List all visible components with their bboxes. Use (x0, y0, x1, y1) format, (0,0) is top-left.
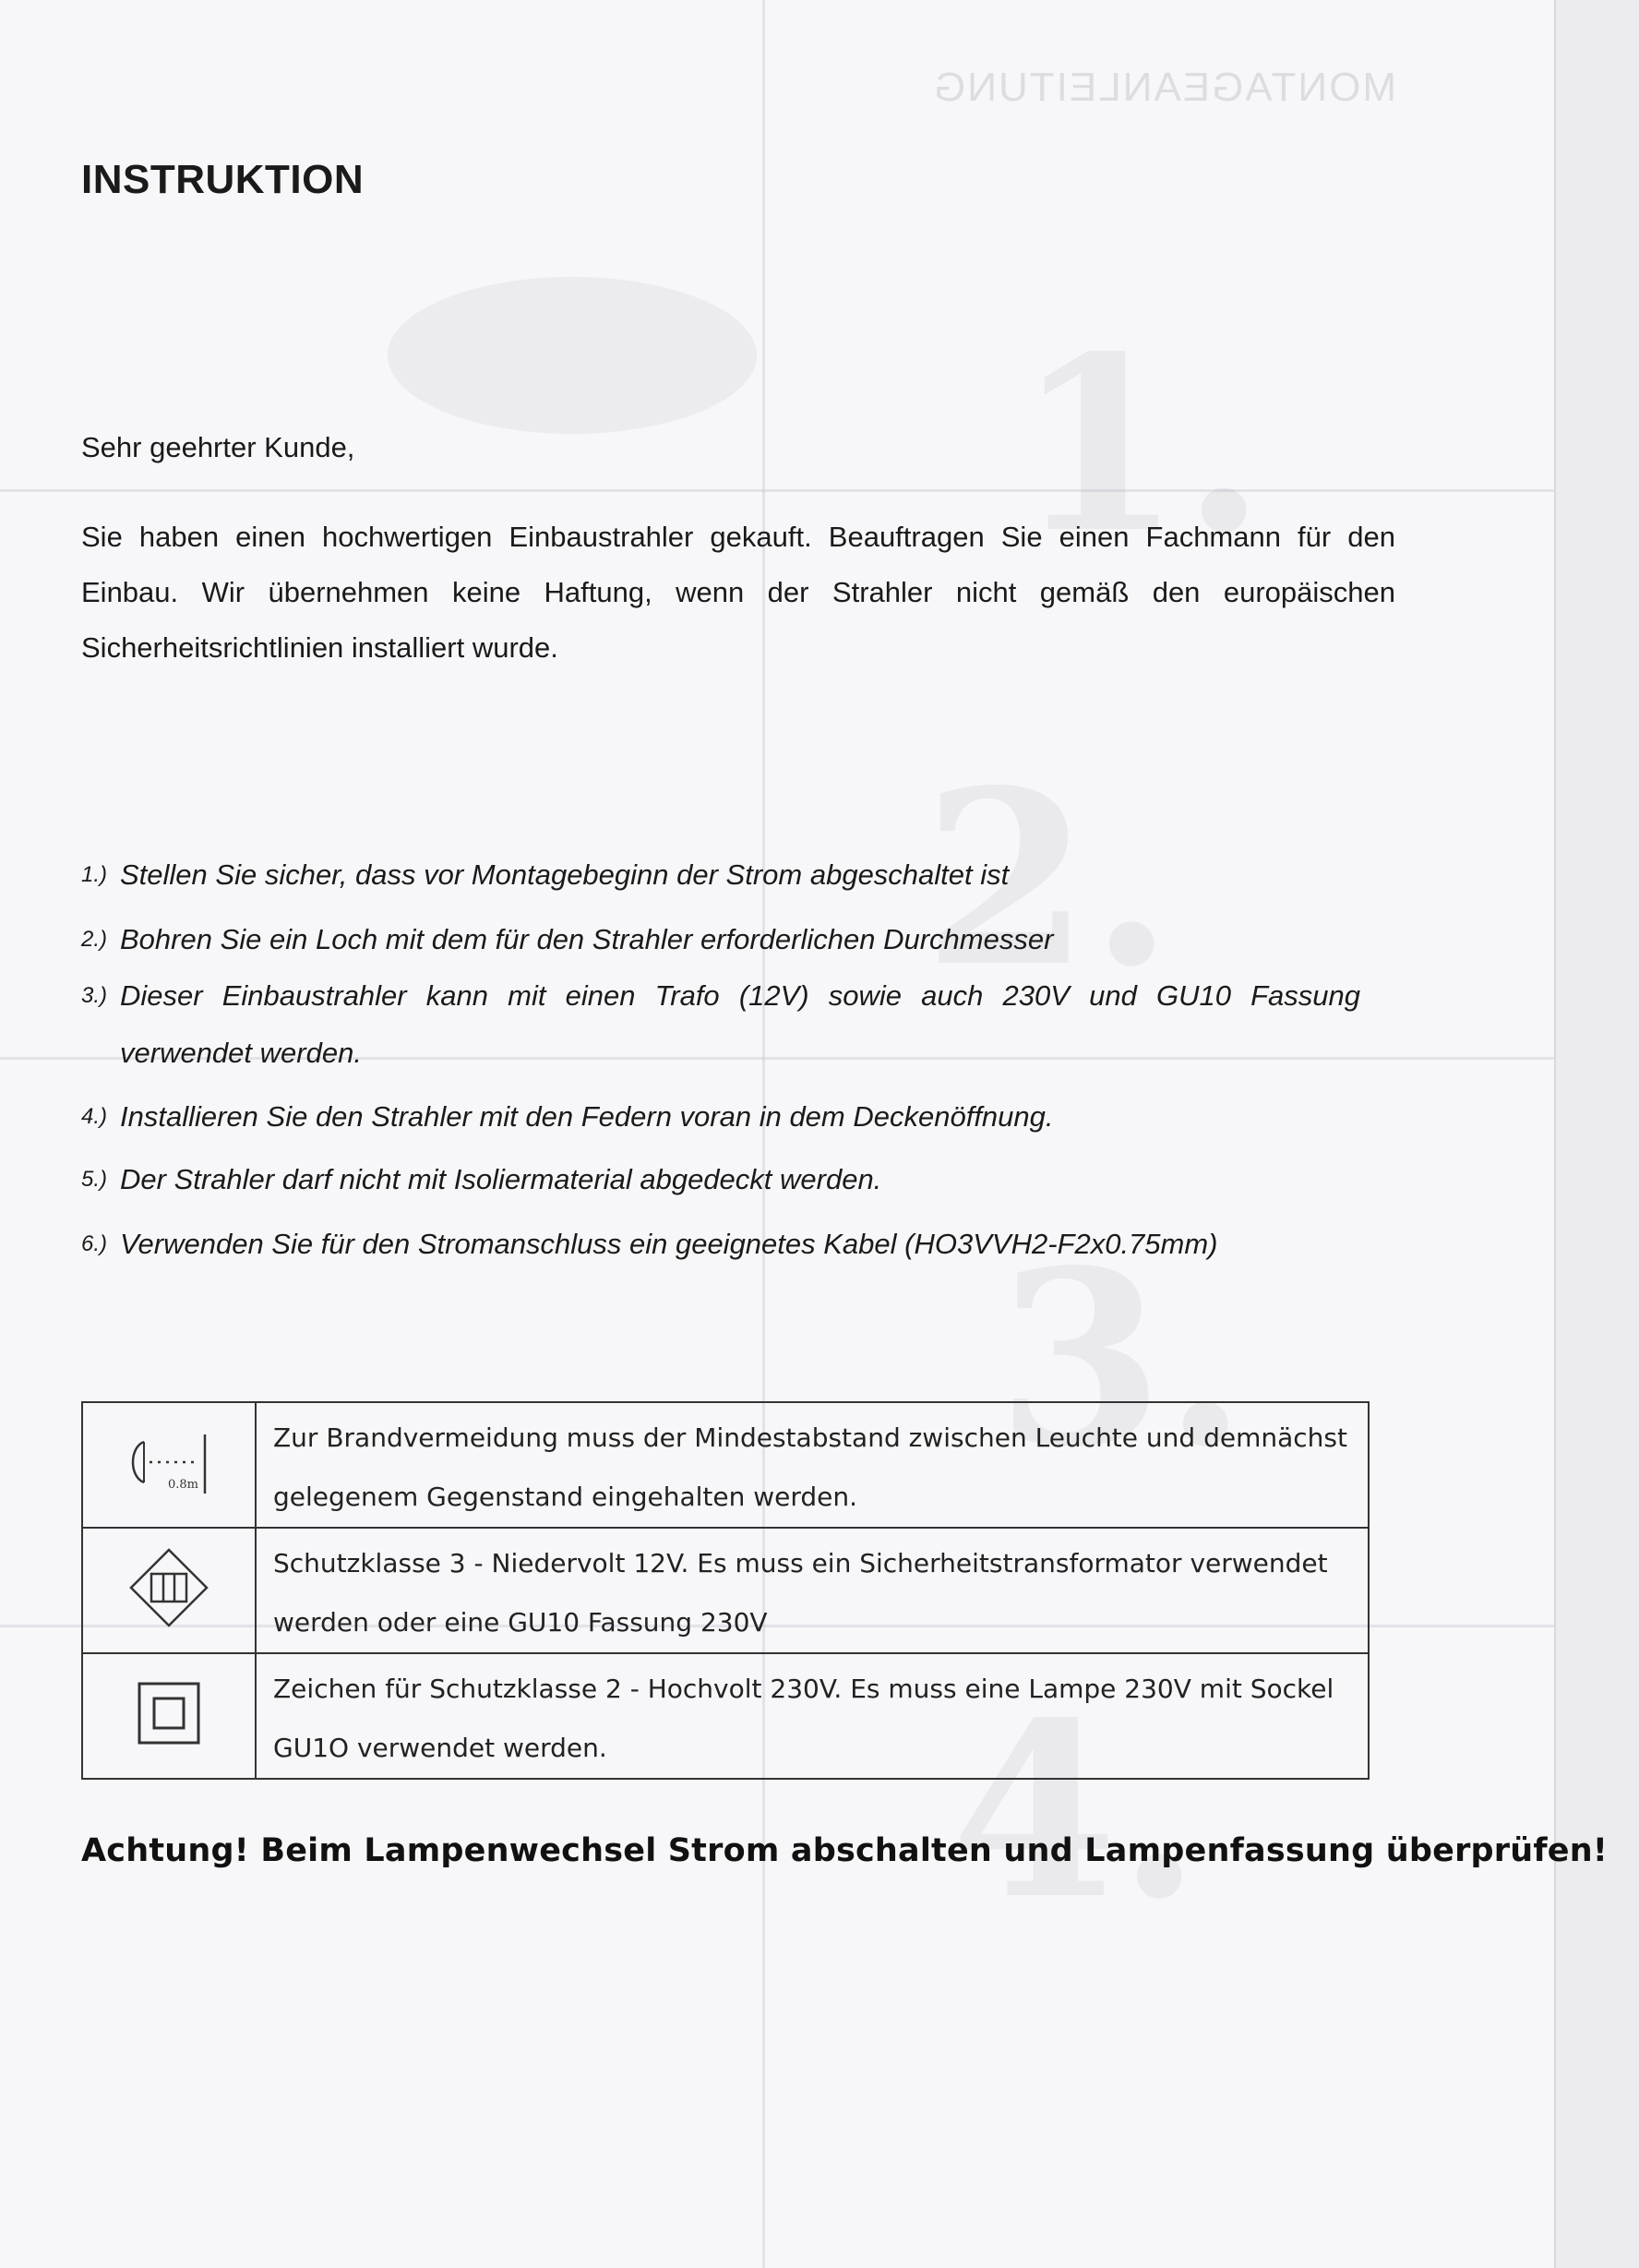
distance-label: 0.8m (168, 1477, 199, 1492)
table-row (82, 1653, 1369, 1779)
table-row (82, 1402, 1369, 1528)
step-text: Der Strahler darf nicht mit Isoliermaterial abgedeckt werden. (120, 1163, 882, 1195)
greeting: Sehr geehrter Kunde, (81, 431, 355, 463)
step-number: 6.) (81, 1231, 108, 1256)
ghost-numeral: 4. (951, 1671, 1202, 1952)
list-item (81, 1152, 881, 1207)
page-title: INSTRUKTION (81, 157, 365, 202)
symbol-description: Zeichen für Schutzklasse 2 - Hochvolt 230V. Es muss eine Lampe 230V mit Sockel GU1O verwendet werden. (256, 1653, 1369, 1779)
step-number: 1.) (81, 862, 108, 887)
ghost-numeral: 1. (1015, 305, 1266, 586)
step-number: 4.) (81, 1104, 108, 1129)
list-item (81, 967, 1360, 1082)
ghost-disc (388, 277, 757, 434)
list-item (81, 912, 1053, 967)
intro-paragraph: Sie haben einen hochwertigen Einbaustrahler gekauft. Beauftragen Sie einen Fachmann für den Einbau. Wir übernehmen keine Haftung, wenn der Strahler nicht gemäß den europäischen Sicherheitsrichtlinien installiert wurde. (81, 521, 1395, 664)
warning-text: Achtung! Beim Lampenwechsel Strom abschalten und Lampenfassung überprüfen! (81, 1832, 1609, 1869)
step-text: Installieren Sie den Strahler mit den Federn voran in dem Deckenöffnung. (120, 1100, 1054, 1133)
ghost-numeral: 3. (997, 1218, 1248, 1500)
symbol-icon-cell (82, 1528, 256, 1653)
symbol-description: Zur Brandvermeidung muss der Mindestabstand zwischen Leuchte und demnächst gelegenem Gegenstand eingehalten werden. (256, 1402, 1369, 1528)
step-number: 3.) (81, 983, 108, 1008)
step-text: Dieser Einbaustrahler kann mit einen Trafo (12V) sowie auch 230V und GU10 Fassung verwendet werden. (120, 979, 1360, 1069)
step-number: 2.) (81, 927, 108, 952)
step-text: Stellen Sie sicher, dass vor Montagebeginn der Strom abgeschaltet ist (120, 858, 1010, 891)
list-item (81, 1217, 1218, 1272)
step-text: Bohren Sie ein Loch mit dem für den Strahler erforderlichen Durchmesser (120, 923, 1054, 955)
ghost-numeral: 2. (923, 738, 1174, 1020)
symbol-icon-cell (82, 1402, 256, 1528)
step-text: Verwenden Sie für den Stromanschluss ein geeignetes Kabel (HO3VVH2-F2x0.75mm) (120, 1228, 1218, 1260)
symbol-table (81, 1401, 1370, 1780)
list-item (81, 1089, 1054, 1145)
symbol-description: Schutzklasse 3 - Niedervolt 12V. Es muss ein Sicherheitstransformator verwendet werden oder eine GU10 Fassung 230V (256, 1528, 1369, 1653)
paper-edge (1554, 0, 1639, 2268)
ghost-heading: MONTAGEANLEITUNG (932, 65, 1397, 110)
step-number: 5.) (81, 1167, 108, 1192)
list-item (81, 847, 1009, 903)
symbol-icon-cell (82, 1653, 256, 1779)
fold-line-horizontal (0, 489, 1554, 492)
distance-icon (109, 1416, 229, 1508)
protection-class-3-icon (118, 1537, 220, 1638)
table-row (82, 1528, 1369, 1653)
protection-class-2-icon (123, 1667, 215, 1759)
